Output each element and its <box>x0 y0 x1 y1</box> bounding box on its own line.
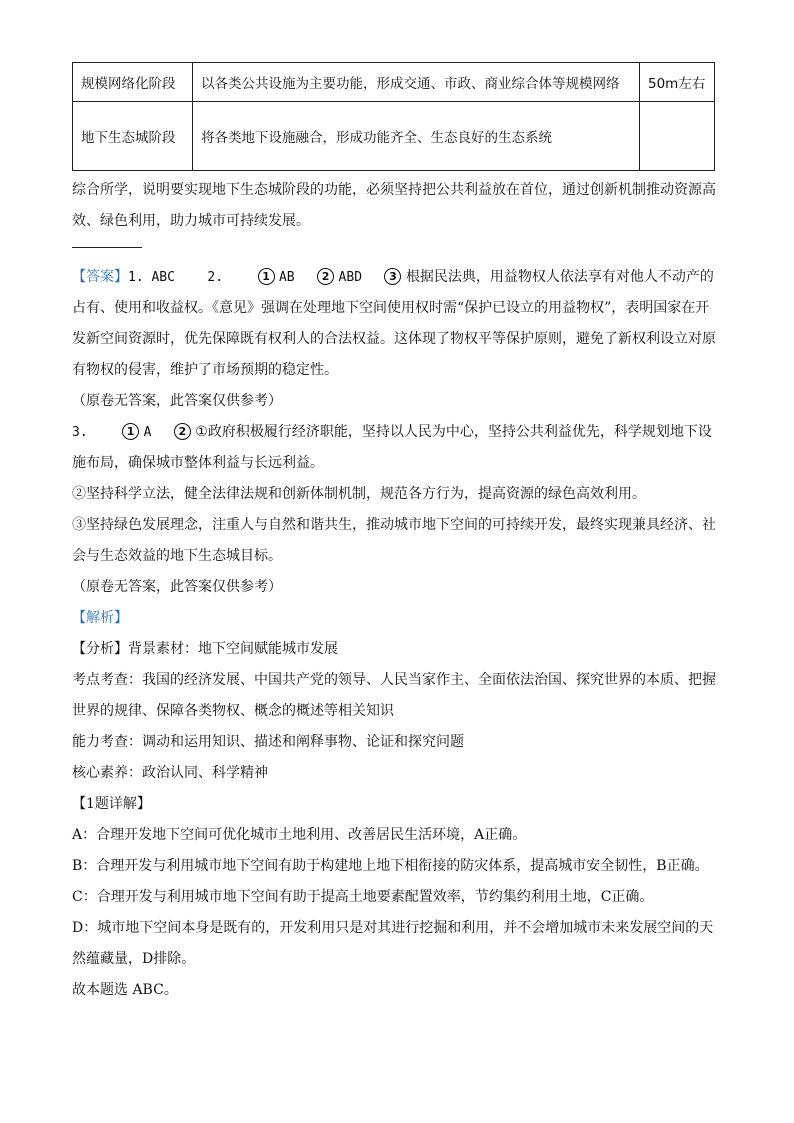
q2-sub3-text: 根据民法典，用益物权人依法享有对他人不动产的 <box>405 269 714 285</box>
option-c: C：合理开发与利用城市地下空间有助于提高土地要素配置效率，节约集约利用土地，C正确。 <box>72 889 654 905</box>
q1-detail-heading: 【1题详解】 <box>72 796 151 812</box>
conclusion: 故本题选 ABC。 <box>72 982 178 998</box>
q1-answer: 1. ABC <box>128 270 175 285</box>
q2-sub1-answer: AB <box>278 270 295 285</box>
separator-line <box>72 247 142 248</box>
answer-note: （原卷无答案，此答案仅供参考） <box>72 393 282 409</box>
analysis-tag: 【解析】 <box>72 610 128 626</box>
analysis-background: 【分析】背景素材：地下空间赋能城市发展 <box>72 641 338 657</box>
answer-line: 占有、使用和收益权。《意见》强调在处理地下空间使用权时需“保护已设立的用益物权”，表明国家在开 <box>72 300 710 316</box>
option-d: D：城市地下空间本身是既有的，开发利用只是对其进行挖掘和利用，并不会增加城市未来发展空间的天 <box>72 920 714 936</box>
option-b: B：合理开发与利用城市地下空间有助于构建地上地下相衔接的防灾体系，提高城市安全韧性，B正确。 <box>72 858 709 874</box>
stage-cell: 规模网络化阶段 <box>73 63 193 102</box>
answer-tag: 【答案】 <box>72 269 128 285</box>
q3-sub2-text: ①政府积极履行经济职能，坚持以人民为中心，坚持公共利益优先，科学规划地下设 <box>195 424 712 440</box>
q3-number: 3. <box>72 425 88 440</box>
answer-q3-line <box>72 417 722 448</box>
depth-cell: 50m左右 <box>640 63 715 102</box>
desc-cell: 将各类地下设施融合，形成功能齐全、生态良好的生态系统 <box>193 102 640 171</box>
stage-table <box>72 62 715 171</box>
circled-number-3: 3 <box>384 268 401 285</box>
analysis-kaodian: 世界的规律、保障各类物权、概念的概述等相关知识 <box>72 703 394 719</box>
answer-q2-line <box>72 262 722 293</box>
circled-number-2: 2 <box>317 268 334 285</box>
q2-number: 2. <box>207 270 224 285</box>
summary-line: 综合所学，说明要实现地下生态城阶段的功能，必须坚持把公共利益放在首位，通过创新机制推动资源高 <box>72 182 716 198</box>
answer-line: 有物权的侵害，维护了市场预期的稳定性。 <box>72 362 338 378</box>
analysis-kaodian: 考点考查：我国的经济发展、中国共产党的领导、人民当家作主、全面依法治国、探究世界的本质、把握 <box>72 672 716 688</box>
desc-cell: 以各类公共设施为主要功能，形成交通、市政、商业综合体等规模网络 <box>193 63 640 102</box>
answer-line: 发新空间资源时，优先保障既有权利人的合法权益。这体现了物权平等保护原则，避免了新权利设立对原 <box>72 331 716 347</box>
q3-sub1-answer: A <box>143 425 152 440</box>
circled-number-1: 1 <box>258 268 275 285</box>
circled-number-2: 2 <box>174 423 191 440</box>
answer-line: ②坚持科学立法，健全法律法规和创新体制机制，规范各方行为，提高资源的绿色高效利用。 <box>72 486 646 502</box>
summary-line: 效、绿色利用，助力城市可持续发展。 <box>72 213 310 229</box>
analysis-nengli: 能力考查：调动和运用知识、描述和阐释事物、论证和探究问题 <box>72 734 464 750</box>
answer-line: 施布局，确保城市整体利益与长远利益。 <box>72 455 324 471</box>
option-d: 然蕴藏量，D排除。 <box>72 951 196 967</box>
stage-cell: 地下生态城阶段 <box>73 102 193 171</box>
q2-sub2-answer: ABD <box>338 270 363 285</box>
answer-line: ③坚持绿色发展理念，注重人与自然和谐共生，推动城市地下空间的可持续开发，最终实现兼具经济、社 <box>72 517 716 533</box>
table-row <box>73 63 715 102</box>
answer-line: 会与生态效益的地下生态城目标。 <box>72 548 282 564</box>
option-a: A：合理开发地下空间可优化城市土地利用、改善居民生活环境，A正确。 <box>72 827 527 843</box>
depth-cell <box>640 102 715 171</box>
document-page <box>72 62 722 1006</box>
analysis-suyang: 核心素养：政治认同、科学精神 <box>72 765 268 781</box>
table-row <box>73 102 715 171</box>
answer-note: （原卷无答案，此答案仅供参考） <box>72 579 282 595</box>
circled-number-1: 1 <box>122 423 139 440</box>
